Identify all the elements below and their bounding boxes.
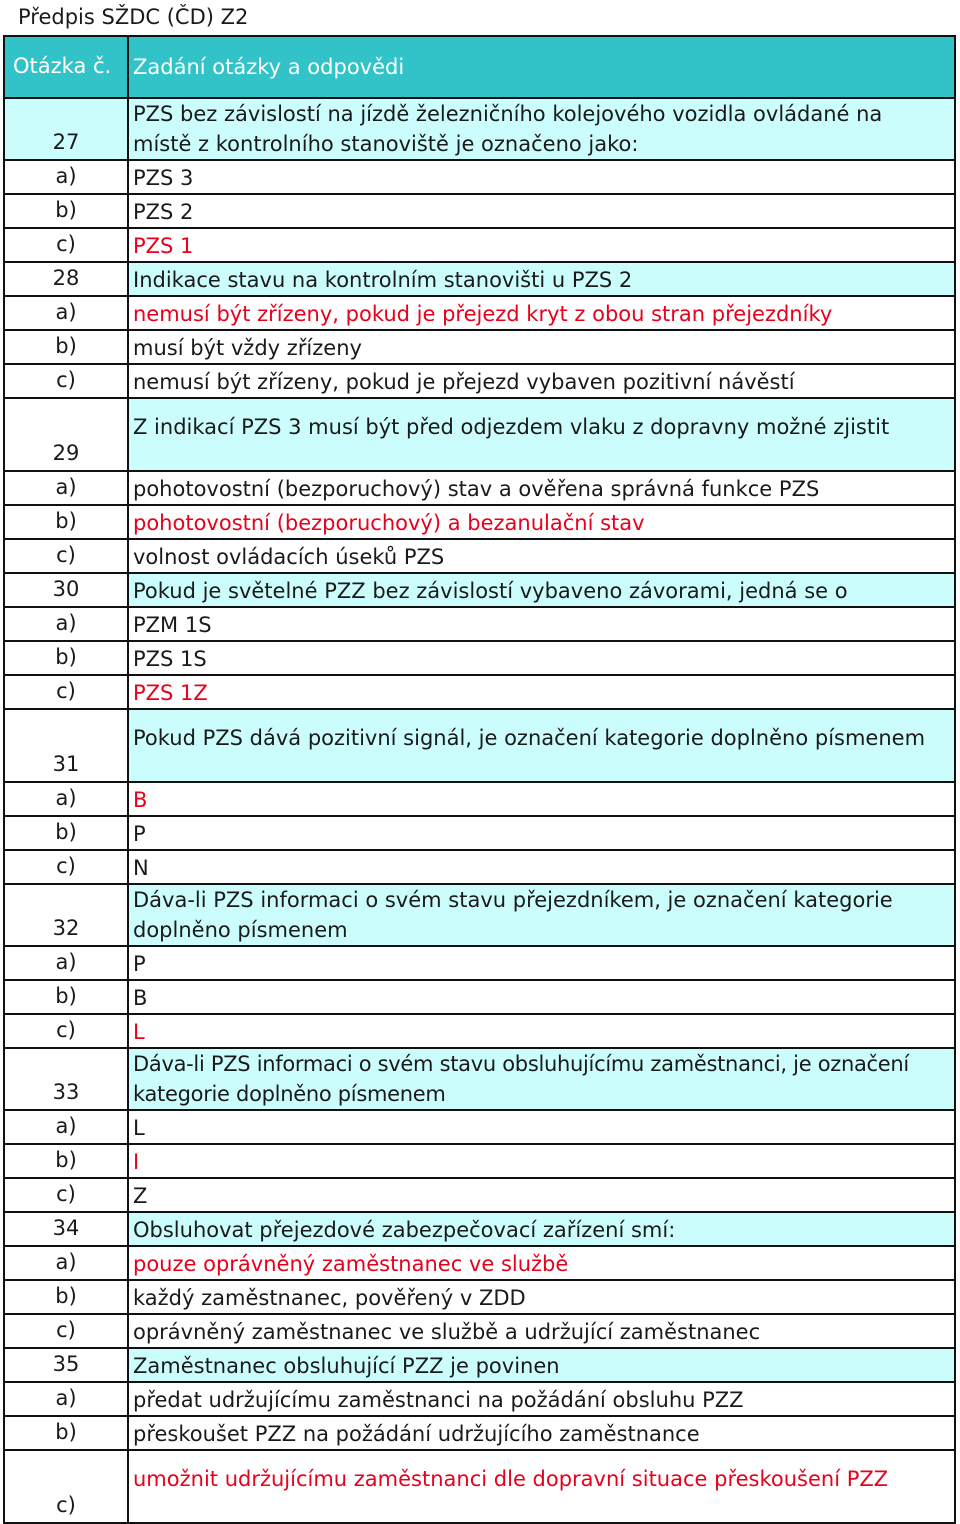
question-row (4, 98, 955, 160)
answer-text: předat udržujícímu zaměstnanci na požádání obsluhu PZZ (128, 1382, 955, 1416)
answer-row (4, 1144, 955, 1178)
answer-label: b) (4, 330, 128, 364)
answer-text: PZS 2 (128, 194, 955, 228)
answer-row (4, 1280, 955, 1314)
question-text: Obsluhovat přejezdové zabezpečovací zařízení smí: (128, 1212, 955, 1246)
correct-answer-text: umožnit udržujícímu zaměstnanci dle dopravní situace přeskoušení PZZ (128, 1450, 955, 1523)
answer-text: P (128, 816, 955, 850)
answer-text: PZS 1S (128, 641, 955, 675)
question-number: 34 (4, 1212, 128, 1246)
answer-label: a) (4, 1110, 128, 1144)
header-question-text: Zadání otázky a odpovědi (128, 36, 955, 98)
answer-text: musí být vždy zřízeny (128, 330, 955, 364)
question-number: 28 (4, 262, 128, 296)
answer-label: a) (4, 296, 128, 330)
question-row (4, 262, 955, 296)
answer-label: b) (4, 1144, 128, 1178)
answer-text: N (128, 850, 955, 884)
answer-label: b) (4, 1280, 128, 1314)
answer-label: b) (4, 194, 128, 228)
question-row (4, 1048, 955, 1110)
answer-row (4, 160, 955, 194)
correct-answer-text: PZS 1Z (128, 675, 955, 709)
answer-row (4, 1314, 955, 1348)
answer-label: a) (4, 607, 128, 641)
question-text: Z indikací PZS 3 musí být před odjezdem vlaku z dopravny možné zjistit (128, 398, 955, 471)
question-row (4, 884, 955, 946)
answer-text: oprávněný zaměstnanec ve službě a udržující zaměstnanec (128, 1314, 955, 1348)
answer-row (4, 1382, 955, 1416)
answer-label: a) (4, 782, 128, 816)
answer-text: volnost ovládacích úseků PZS (128, 539, 955, 573)
answer-row (4, 1246, 955, 1280)
question-number: 33 (4, 1048, 128, 1110)
answer-row (4, 607, 955, 641)
answer-label: c) (4, 1178, 128, 1212)
answer-label: c) (4, 539, 128, 573)
answer-label: b) (4, 505, 128, 539)
question-number: 27 (4, 98, 128, 160)
correct-answer-text: L (128, 1014, 955, 1048)
answer-row (4, 1416, 955, 1450)
question-row (4, 1212, 955, 1246)
answer-row (4, 330, 955, 364)
question-number: 31 (4, 709, 128, 782)
answer-row (4, 675, 955, 709)
answer-label: a) (4, 946, 128, 980)
correct-answer-text: pouze oprávněný zaměstnanec ve službě (128, 1246, 955, 1280)
answer-label: a) (4, 1246, 128, 1280)
question-number: 32 (4, 884, 128, 946)
question-row (4, 573, 955, 607)
header-question-number: Otázka č. (4, 36, 128, 98)
answer-row (4, 980, 955, 1014)
question-row (4, 398, 955, 471)
answer-label: c) (4, 850, 128, 884)
correct-answer-text: B (128, 782, 955, 816)
answer-label: b) (4, 980, 128, 1014)
question-row (4, 1348, 955, 1382)
answer-row (4, 850, 955, 884)
answer-text: pohotovostní (bezporuchový) stav a ověřena správná funkce PZS (128, 471, 955, 505)
correct-answer-text: PZS 1 (128, 228, 955, 262)
answer-row (4, 946, 955, 980)
answer-row (4, 539, 955, 573)
answer-text: PZS 3 (128, 160, 955, 194)
answer-label: c) (4, 1450, 128, 1523)
question-text: Indikace stavu na kontrolním stanovišti u PZS 2 (128, 262, 955, 296)
answer-row (4, 296, 955, 330)
answer-row (4, 228, 955, 262)
question-text: Dáva-li PZS informaci o svém stavu přejezdníkem, je označení kategorie doplněno písmenem (128, 884, 955, 946)
answer-row (4, 1014, 955, 1048)
question-number: 29 (4, 398, 128, 471)
answer-label: a) (4, 1382, 128, 1416)
question-table (3, 35, 956, 1524)
answer-row (4, 1110, 955, 1144)
table-header-row (4, 36, 955, 98)
answer-text: nemusí být zřízeny, pokud je přejezd vybaven pozitivní návěstí (128, 364, 955, 398)
answer-row (4, 364, 955, 398)
answer-text: Z (128, 1178, 955, 1212)
answer-label: c) (4, 1014, 128, 1048)
correct-answer-text: nemusí být zřízeny, pokud je přejezd kryt z obou stran přejezdníky (128, 296, 955, 330)
question-number: 30 (4, 573, 128, 607)
answer-label: a) (4, 160, 128, 194)
correct-answer-text: I (128, 1144, 955, 1178)
correct-answer-text: pohotovostní (bezporuchový) a bezanulační stav (128, 505, 955, 539)
answer-text: každý zaměstnanec, pověřený v ZDD (128, 1280, 955, 1314)
answer-label: b) (4, 816, 128, 850)
document-title: Předpis SŽDC (ČD) Z2 (18, 5, 249, 29)
answer-row (4, 782, 955, 816)
question-row (4, 709, 955, 782)
answer-label: c) (4, 228, 128, 262)
answer-row (4, 505, 955, 539)
question-text: PZS bez závislostí na jízdě železničního kolejového vozidla ovládané na místě z kontrolního stanoviště je označeno jako: (128, 98, 955, 160)
answer-text: L (128, 1110, 955, 1144)
answer-label: b) (4, 641, 128, 675)
answer-text: přeskoušet PZZ na požádání udržujícího zaměstnance (128, 1416, 955, 1450)
question-text: Pokud PZS dává pozitivní signál, je označení kategorie doplněno písmenem (128, 709, 955, 782)
answer-label: c) (4, 364, 128, 398)
answer-text: PZM 1S (128, 607, 955, 641)
question-number: 35 (4, 1348, 128, 1382)
answer-row (4, 816, 955, 850)
answer-row (4, 1450, 955, 1523)
question-text: Dáva-li PZS informaci o svém stavu obsluhujícímu zaměstnanci, je označení kategorie doplněno písmenem (128, 1048, 955, 1110)
answer-label: c) (4, 675, 128, 709)
question-text: Zaměstnanec obsluhující PZZ je povinen (128, 1348, 955, 1382)
answer-label: c) (4, 1314, 128, 1348)
answer-row (4, 471, 955, 505)
answer-label: b) (4, 1416, 128, 1450)
answer-text: B (128, 980, 955, 1014)
answer-text: P (128, 946, 955, 980)
answer-row (4, 194, 955, 228)
answer-row (4, 1178, 955, 1212)
answer-row (4, 641, 955, 675)
answer-label: a) (4, 471, 128, 505)
question-text: Pokud je světelné PZZ bez závislostí vybaveno závorami, jedná se o (128, 573, 955, 607)
